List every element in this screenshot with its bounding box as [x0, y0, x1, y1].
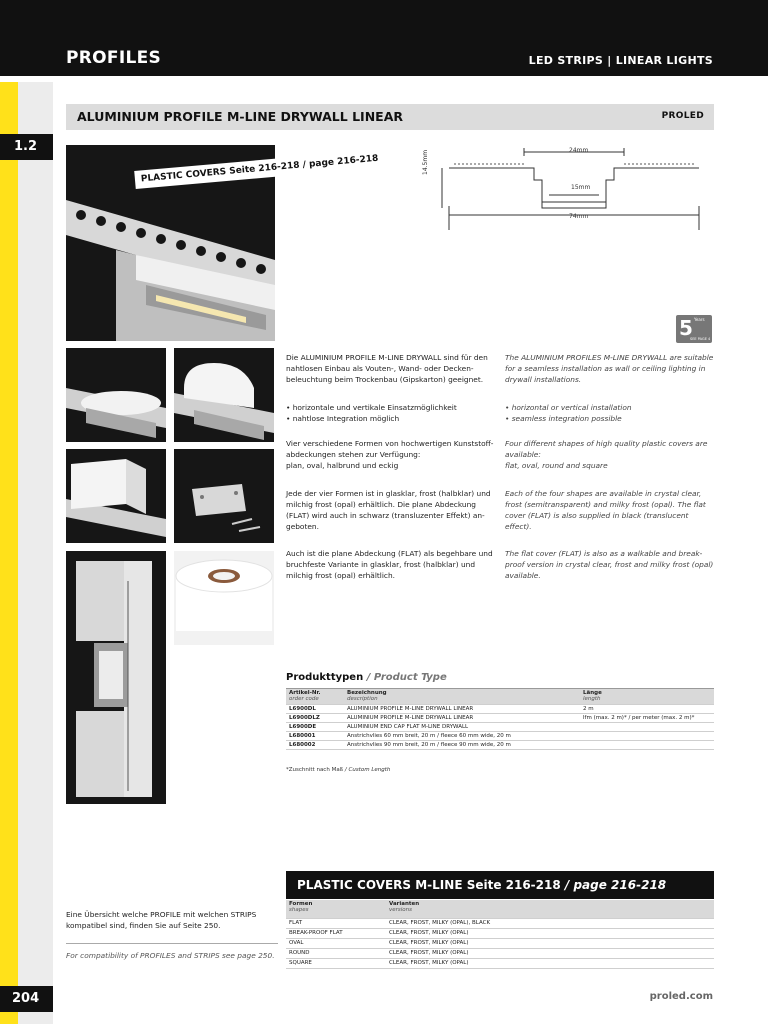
- description-cell: ALUMINIUM PROFILE M-LINE DRYWALL LINEAR: [344, 714, 580, 723]
- square-cover-photo: [66, 449, 166, 543]
- order-code-cell: L6900DL: [286, 705, 344, 714]
- order-code-cell: L6900DLZ: [286, 714, 344, 723]
- dim-top-label: 24mm: [569, 147, 589, 154]
- description-cell: ALUMINIUM PROFILE M-LINE DRYWALL LINEAR: [344, 705, 580, 714]
- description-en-features: • horizontal or vertical installation • seamless integration possible: [505, 403, 632, 423]
- table-row: [286, 938, 714, 948]
- section-title: PROFILES: [66, 48, 162, 68]
- table-row: [286, 928, 714, 938]
- product-type-title-de: Produkttypen: [286, 672, 364, 683]
- description-de-walkable: Auch ist die plane Abdeckung (FLAT) als begehbare und bruchfeste Variante in glasklar, frost (halbklar) und milchig frost (opal) erhältlich.: [286, 549, 493, 580]
- versions-cell: CLEAR, FROST, MILKY (OPAL), BLACK: [386, 918, 714, 928]
- shape-cell: ROUND: [286, 948, 386, 958]
- chapter-tab: 1.2: [0, 134, 53, 160]
- table-row: [286, 918, 714, 928]
- versions-cell: CLEAR, FROST, MILKY (OPAL): [386, 948, 714, 958]
- dim-height-label: 14.5mm: [422, 149, 429, 175]
- website-link[interactable]: proled.com: [649, 991, 713, 1002]
- custom-length-footnote: *Zuschnitt nach Maß / Custom Length: [286, 767, 391, 773]
- category-label: LED STRIPS | LINEAR LIGHTS: [528, 54, 713, 67]
- compat-note-divider: [66, 943, 278, 944]
- installation-section-photo: [66, 551, 166, 804]
- description-de-shapes: Vier verschiedene Formen von hochwertigen Kunststoff-abdeckungen stehen zur Verfügung: plan, oval, halbrund und eckig: [286, 439, 494, 470]
- description-en-variants: Each of the four shapes are available in crystal clear, frost (semitransparent) and milky frost (opal). The flat cover (FLAT) is also supplied in black (translucent effect).: [505, 489, 706, 531]
- round-cover-photo: [174, 348, 274, 442]
- gray-side-stripe: [18, 82, 53, 1024]
- header-shapes: Formen shapes: [286, 900, 386, 918]
- warranty-badge: [676, 315, 712, 343]
- compat-note-de: Eine Übersicht welche PROFILE mit welchen STRIPS kompatibel sind, finden Sie auf Seite 250.: [66, 910, 257, 930]
- description-en-intro: The ALUMINIUM PROFILES M-LINE DRYWALL are suitable for a seamless installation as wall or ceiling lighting in drywall installations.: [505, 353, 714, 384]
- header-description: Bezeichnung description: [344, 689, 580, 705]
- shape-cell: SQUARE: [286, 958, 386, 968]
- order-code-cell: L680001: [286, 732, 344, 741]
- page-number: 204: [0, 986, 53, 1012]
- table-header-row: [286, 689, 714, 705]
- yellow-side-stripe: [0, 82, 18, 1024]
- plastic-covers-title-bar: [286, 871, 714, 899]
- versions-cell: CLEAR, FROST, MILKY (OPAL): [386, 938, 714, 948]
- shape-cell: BREAK-PROOF FLAT: [286, 928, 386, 938]
- table-row: [286, 958, 714, 968]
- plastic-covers-table: [286, 900, 714, 969]
- order-code-cell: L6900DE: [286, 723, 344, 732]
- header-length: Länge length: [580, 689, 714, 705]
- oval-cover-photo: [66, 348, 166, 442]
- length-cell: [580, 732, 714, 741]
- product-title-bar: [66, 104, 714, 130]
- dim-bottom-label: 74mm: [569, 213, 589, 220]
- fleece-roll-photo: [174, 551, 274, 645]
- table-row: [286, 732, 714, 741]
- table-header-row: [286, 900, 714, 918]
- shape-cell: FLAT: [286, 918, 386, 928]
- warranty-years-number: 5: [679, 316, 693, 340]
- table-row: [286, 705, 714, 714]
- description-de-variants: Jede der vier Formen ist in glasklar, frost (halbklar) und milchig frost (opal) erhältlich. Die plane Abdeckung (FLAT) wird auch in schwarz (transluzenter Effekt) an-geboten.: [286, 489, 491, 531]
- product-type-table: [286, 688, 714, 750]
- length-cell: [580, 723, 714, 732]
- versions-cell: CLEAR, FROST, MILKY (OPAL): [386, 958, 714, 968]
- description-en-walkable: The flat cover (FLAT) is also as a walkable and break-proof version in crystal clear, frost and milky frost (opal) available.: [505, 549, 714, 580]
- header-versions: Varianten versions: [386, 900, 714, 918]
- warranty-see-page: SEE PAGE 4: [690, 337, 711, 341]
- description-cell: Anstrichvlies 90 mm breit, 20 m / fleece 90 mm wide, 20 m: [344, 741, 580, 750]
- length-cell: lfm (max. 2 m)* / per meter (max. 2 m)*: [580, 714, 714, 723]
- dim-inner-label: 15mm: [571, 184, 591, 191]
- end-cap-photo: [174, 449, 274, 543]
- description-cell: ALUMINIUM END CAP FLAT M-LINE DRYWALL: [344, 723, 580, 732]
- plastic-covers-banner: PLASTIC COVERS Seite 216-218 / page 216-218: [134, 148, 405, 189]
- length-cell: 2 m: [580, 705, 714, 714]
- description-de-features: • horizontale und vertikale Einsatzmöglichkeit • nahtlose Integration möglich: [286, 403, 457, 423]
- product-title: ALUMINIUM PROFILE M-LINE DRYWALL LINEAR: [77, 109, 404, 124]
- plastic-covers-title: PLASTIC COVERS M-LINE Seite 216-218 / page 216-218: [297, 878, 667, 892]
- compat-note-en: For compatibility of PROFILES and STRIPS see page 250.: [66, 951, 275, 960]
- description-en-shapes: Four different shapes of high quality plastic covers are available: flat, oval, round and square: [505, 439, 708, 470]
- table-row: [286, 741, 714, 750]
- warranty-years-label: Years: [694, 317, 705, 322]
- versions-cell: CLEAR, FROST, MILKY (OPAL): [386, 928, 714, 938]
- table-row: [286, 714, 714, 723]
- description-de-intro: Die ALUMINIUM PROFILE M-LINE DRYWALL sind für den nahtlosen Einbau als Vouten-, Wand- oder Decken-beleuchtung beim Trockenbau (Gipskarton) geeignet.: [286, 353, 488, 384]
- table-row: [286, 723, 714, 732]
- length-cell: [580, 741, 714, 750]
- product-type-title-en: / Product Type: [366, 672, 447, 683]
- shape-cell: OVAL: [286, 938, 386, 948]
- order-code-cell: L680002: [286, 741, 344, 750]
- description-cell: Anstrichvlies 60 mm breit, 20 m / fleece 60 mm wide, 20 m: [344, 732, 580, 741]
- product-type-title: [286, 672, 447, 683]
- header-order-code: Artikel-Nr. order code: [286, 689, 344, 705]
- page-header: [0, 0, 768, 76]
- brand-logo: PROLED: [661, 111, 704, 121]
- table-row: [286, 948, 714, 958]
